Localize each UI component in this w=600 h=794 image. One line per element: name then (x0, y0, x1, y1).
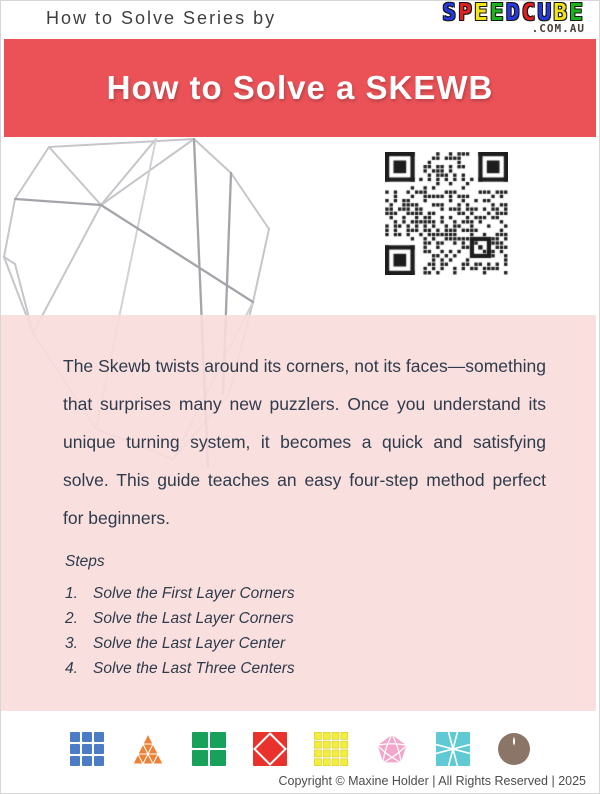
title-banner (4, 39, 596, 137)
logo-letter: E (489, 0, 506, 26)
series-label: How to Solve Series by (46, 8, 277, 28)
step-item (65, 581, 295, 606)
speedcube-logo (442, 2, 585, 35)
logo-letter: U (537, 0, 554, 26)
logo-letter: E (569, 0, 585, 26)
step-text: Solve the First Layer Corners (93, 585, 295, 602)
clock-icon (497, 732, 531, 766)
intro-paragraph: The Skewb twists around its corners, not its faces—something that surprises many new puzzlers. Once you understand its unique turning system, it becomes a quick and satisfying solve. This guide teaches an easy four-step method perfect for beginners. (63, 356, 546, 528)
speedcube-logo-letters (442, 2, 585, 24)
page-title: How to Solve a SKEWB (106, 69, 494, 106)
step-item (65, 606, 295, 631)
skewb-icon (253, 732, 287, 766)
qr-code (385, 152, 508, 275)
step-item (65, 631, 295, 656)
pyraminx-icon (131, 732, 165, 766)
cube-3x3-icon (70, 732, 104, 766)
logo-letter: D (505, 0, 522, 26)
step-text: Solve the Last Three Centers (93, 660, 295, 677)
logo-letter: E (473, 0, 490, 26)
steps-list (65, 553, 295, 681)
step-number: 4. (65, 660, 78, 677)
step-item (65, 656, 295, 681)
logo-letter: B (553, 0, 570, 26)
logo-letter: S (442, 0, 459, 26)
step-number: 3. (65, 635, 78, 652)
cube-4x4-icon (314, 732, 348, 766)
step-number: 2. (65, 610, 78, 627)
step-text: Solve the Last Layer Corners (93, 610, 294, 627)
logo-letter: P (458, 0, 474, 26)
megaminx-icon (375, 732, 409, 766)
logo-domain-text: .COM.AU (531, 22, 585, 35)
copyright-text: Copyright © Maxine Holder | All Rights Reserved | 2025 (278, 774, 586, 788)
steps-heading: Steps (65, 553, 105, 570)
puzzle-icon-row (1, 732, 599, 766)
step-text: Solve the Last Layer Center (93, 635, 286, 652)
cube-2x2-icon (192, 732, 226, 766)
logo-letter: C (521, 0, 538, 26)
square1-icon (436, 732, 470, 766)
content-panel (1, 315, 596, 711)
step-number: 1. (65, 585, 78, 602)
